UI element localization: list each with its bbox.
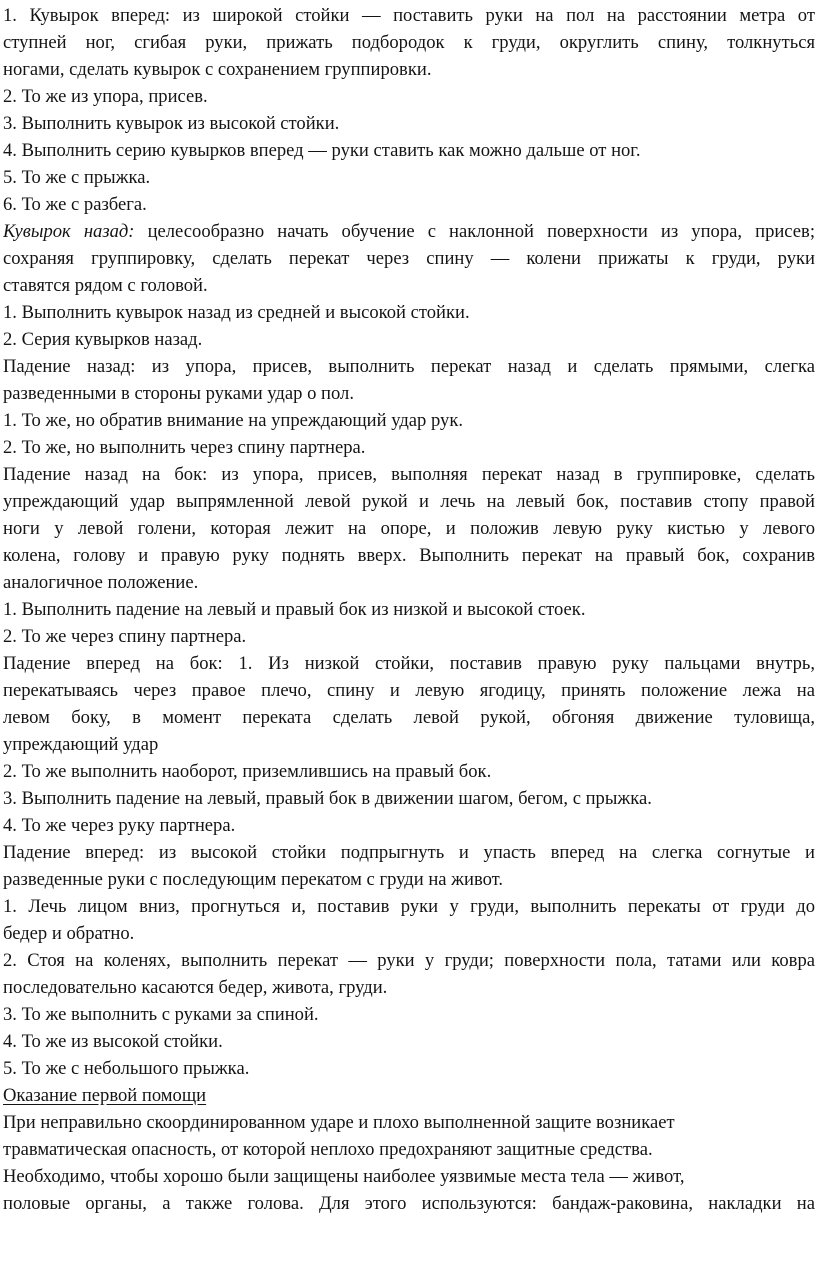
text-line (3, 218, 815, 245)
text-line: 3. Выполнить кувырок из высокой стойки. (3, 113, 340, 134)
text-line: 2. То же через спину партнера. (3, 626, 247, 647)
text-line: 1. Кувырок вперед: из широкой стойки — поставить руки на пол на расстоянии метра от (3, 5, 815, 26)
text-line: 6. То же с разбега. (3, 194, 147, 215)
text-line: травматическая опасность, от которой неплохо предохраняют защитные средства. (3, 1139, 653, 1160)
text-line: упреждающий удар выпрямленной левой рукой и лечь на левый бок, поставив стопу правой (3, 491, 815, 512)
text-line: 2. Серия кувырков назад. (3, 329, 203, 350)
text-line: левом боку, в момент переката сделать левой рукой, обгоняя движение туловища, (3, 707, 815, 728)
text-line: Падение назад: из упора, присев, выполнить перекат назад и сделать прямыми, слегка (3, 356, 815, 377)
document-page (3, 2, 815, 1217)
text-line: 2. Стоя на коленях, выполнить перекат — руки у груди; поверхности пола, татами или ковра (3, 950, 815, 971)
italic-term: Кувырок назад: (3, 221, 135, 242)
text-line: половые органы, а также голова. Для этого используются: бандаж-раковина, накладки на (3, 1193, 815, 1214)
text-line: 5. То же с прыжка. (3, 167, 151, 188)
text-line: ногами, сделать кувырок с сохранением группировки. (3, 59, 432, 80)
text-line: 3. То же выполнить с руками за спиной. (3, 1004, 319, 1025)
text-line: 2. То же выполнить наоборот, приземлившись на правый бок. (3, 761, 492, 782)
text-line: ставятся рядом с головой. (3, 275, 208, 296)
text-line: ступней ног, сгибая руки, прижать подбородок к груди, округлить спину, толкнуться (3, 32, 815, 53)
text-line: 4. То же через руку партнера. (3, 815, 236, 836)
text-line: последовательно касаются бедер, живота, груди. (3, 977, 388, 998)
text-line: сохраняя группировку, сделать перекат через спину — колени прижаты к груди, руки (3, 248, 815, 269)
text-line: разведенными в стороны руками удар о пол. (3, 383, 354, 404)
text-line-rest: целесообразно начать обучение с наклонной поверхности из упора, присев; (134, 221, 815, 242)
text-line: ноги у левой голени, которая лежит на опоре, и положив левую руку кистью у левого (3, 518, 815, 539)
text-line: 5. То же с небольшого прыжка. (3, 1058, 250, 1079)
text-line: разведенные руки с последующим перекатом с груди на живот. (3, 869, 504, 890)
text-line: бедер и обратно. (3, 923, 135, 944)
text-line: 1. Выполнить падение на левый и правый бок из низкой и высокой стоек. (3, 599, 586, 620)
text-line: 1. То же, но обратив внимание на упреждающий удар рук. (3, 410, 464, 431)
text-line: 1. Лечь лицом вниз, прогнуться и, поставив руки у груди, выполнить перекаты от груди до (3, 896, 815, 917)
text-line: колена, голову и правую руку поднять вверх. Выполнить перекат на правый бок, сохранив (3, 545, 815, 566)
text-line: Падение вперед: из высокой стойки подпрыгнуть и упасть вперед на слегка согнутые и (3, 842, 815, 863)
text-line: 4. То же из высокой стойки. (3, 1031, 223, 1052)
text-line: Падение вперед на бок: 1. Из низкой стойки, поставив правую руку пальцами внутрь, (3, 653, 815, 674)
text-line: 4. Выполнить серию кувырков вперед — руки ставить как можно дальше от ног. (3, 140, 641, 161)
text-line: Падение назад на бок: из упора, присев, выполняя перекат назад в группировке, сделать (3, 464, 815, 485)
text-line: упреждающий удар (3, 734, 159, 755)
text-line: 3. Выполнить падение на левый, правый бок в движении шагом, бегом, с прыжка. (3, 788, 652, 809)
section-heading-text: Оказание первой помощи (3, 1085, 207, 1106)
section-heading (3, 1082, 815, 1109)
text-line: 1. Выполнить кувырок назад из средней и высокой стойки. (3, 302, 470, 323)
text-line: Необходимо, чтобы хорошо были защищены наиболее уязвимые места тела — живот, (3, 1166, 685, 1187)
text-line: При неправильно скоординированном ударе и плохо выполненной защите возникает (3, 1112, 675, 1133)
text-line: аналогичное положение. (3, 572, 199, 593)
text-line: 2. То же, но выполнить через спину партнера. (3, 437, 366, 458)
text-line: 2. То же из упора, присев. (3, 86, 208, 107)
text-line: перекатываясь через правое плечо, спину и левую ягодицу, принять положение лежа на (3, 680, 815, 701)
